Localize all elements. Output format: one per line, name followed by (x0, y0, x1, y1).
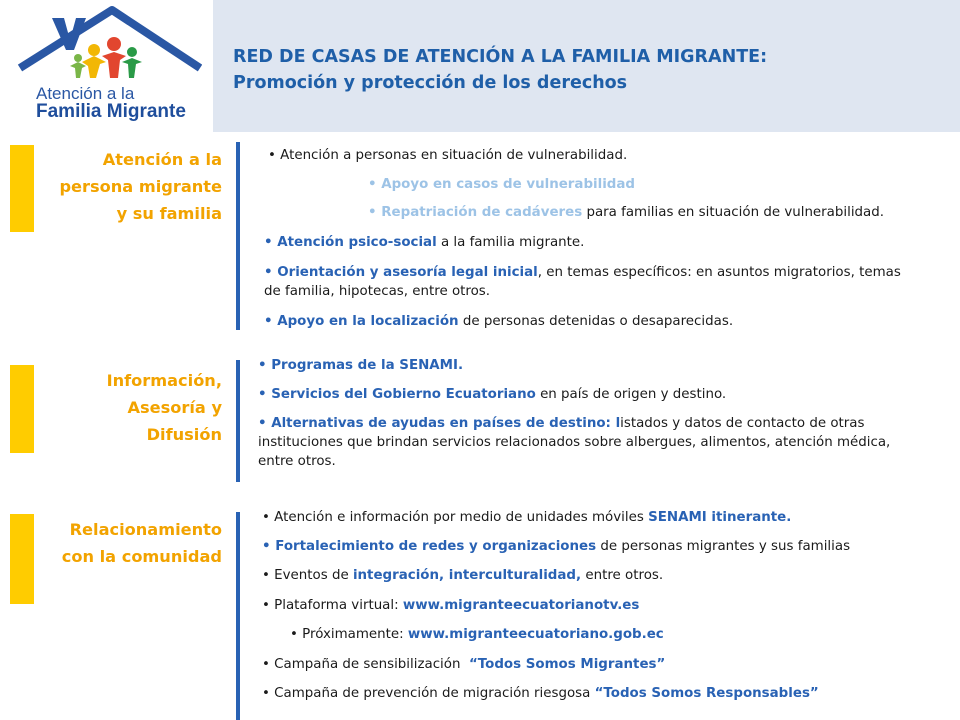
list-item: • Servicios del Gobierno Ecuatoriano en país de origen y destino. (258, 387, 727, 402)
section-divider (236, 142, 240, 330)
title-line-1: RED DE CASAS DE ATENCIÓN A LA FAMILIA MIGRANTE: (233, 47, 768, 67)
section-title-line: Relacionamiento (69, 520, 222, 539)
section-marker (10, 145, 34, 232)
list-item: • Atención psico-social a la familia migrante. (264, 235, 585, 250)
section-divider (236, 512, 240, 720)
section-marker (10, 365, 34, 453)
section-divider (236, 360, 240, 482)
list-item: • Programas de la SENAMI. (258, 358, 464, 373)
logo (0, 0, 213, 132)
list-item: • Apoyo en la localización de personas detenidas o desaparecidas. (264, 314, 734, 329)
section-title (36, 146, 222, 227)
section-title-line: y su familia (116, 204, 222, 223)
list-item: • Orientación y asesoría legal inicial, en temas específicos: en asuntos migratorios, temas de familia, hipotecas, entre otros. (264, 265, 901, 299)
section-title-line: Atención a la (102, 150, 222, 169)
section-title-line: persona migrante (59, 177, 222, 196)
section-title-line: Difusión (146, 425, 222, 444)
list-item: • Campaña de sensibilización “Todos Somos Migrantes” (262, 657, 666, 672)
list-item: • Alternativas de ayudas en países de destino: listados y datos de contacto de otras instituciones que brindan servicios relacionados sobre albergues, alimentos, atención médica, entre otros. (258, 416, 891, 469)
list-item: • Repatriación de cadáveres para familias en situación de vulnerabilidad. (368, 205, 885, 220)
list-item: • Plataforma virtual: www.migranteecuatorianotv.es (262, 598, 640, 613)
section-marker (10, 514, 34, 604)
list-item: • Eventos de integración, interculturalidad, entre otros. (262, 568, 664, 583)
title-line-2: Promoción y protección de los derechos (233, 73, 628, 93)
section-title (36, 367, 222, 448)
list-item: • Atención e información por medio de unidades móviles SENAMI itinerante. (262, 510, 792, 525)
page-title (233, 44, 943, 96)
section-title (36, 516, 222, 570)
list-item: • Atención a personas en situación de vulnerabilidad. (268, 148, 628, 163)
list-item: • Fortalecimiento de redes y organizaciones de personas migrantes y sus familias (262, 539, 851, 554)
link-migranteecuatorianotv[interactable]: www.migranteecuatorianotv.es (402, 598, 640, 613)
list-item: • Próximamente: www.migranteecuatoriano.gob.ec (290, 627, 664, 642)
house-with-people-icon (12, 4, 202, 86)
logo-text-line2: Familia Migrante (36, 101, 186, 122)
header-banner (0, 0, 960, 132)
link-migranteecuatoriano-gob[interactable]: www.migranteecuatoriano.gob.ec (407, 627, 664, 642)
list-item: • Campaña de prevención de migración riesgosa “Todos Somos Responsables” (262, 686, 819, 701)
section-title-line: Asesoría y (127, 398, 222, 417)
logo-text-line1: Atención a la (36, 84, 135, 103)
section-title-line: con la comunidad (61, 547, 222, 566)
section-title-line: Información, (106, 371, 222, 390)
list-item: • Apoyo en casos de vulnerabilidad (368, 177, 636, 192)
